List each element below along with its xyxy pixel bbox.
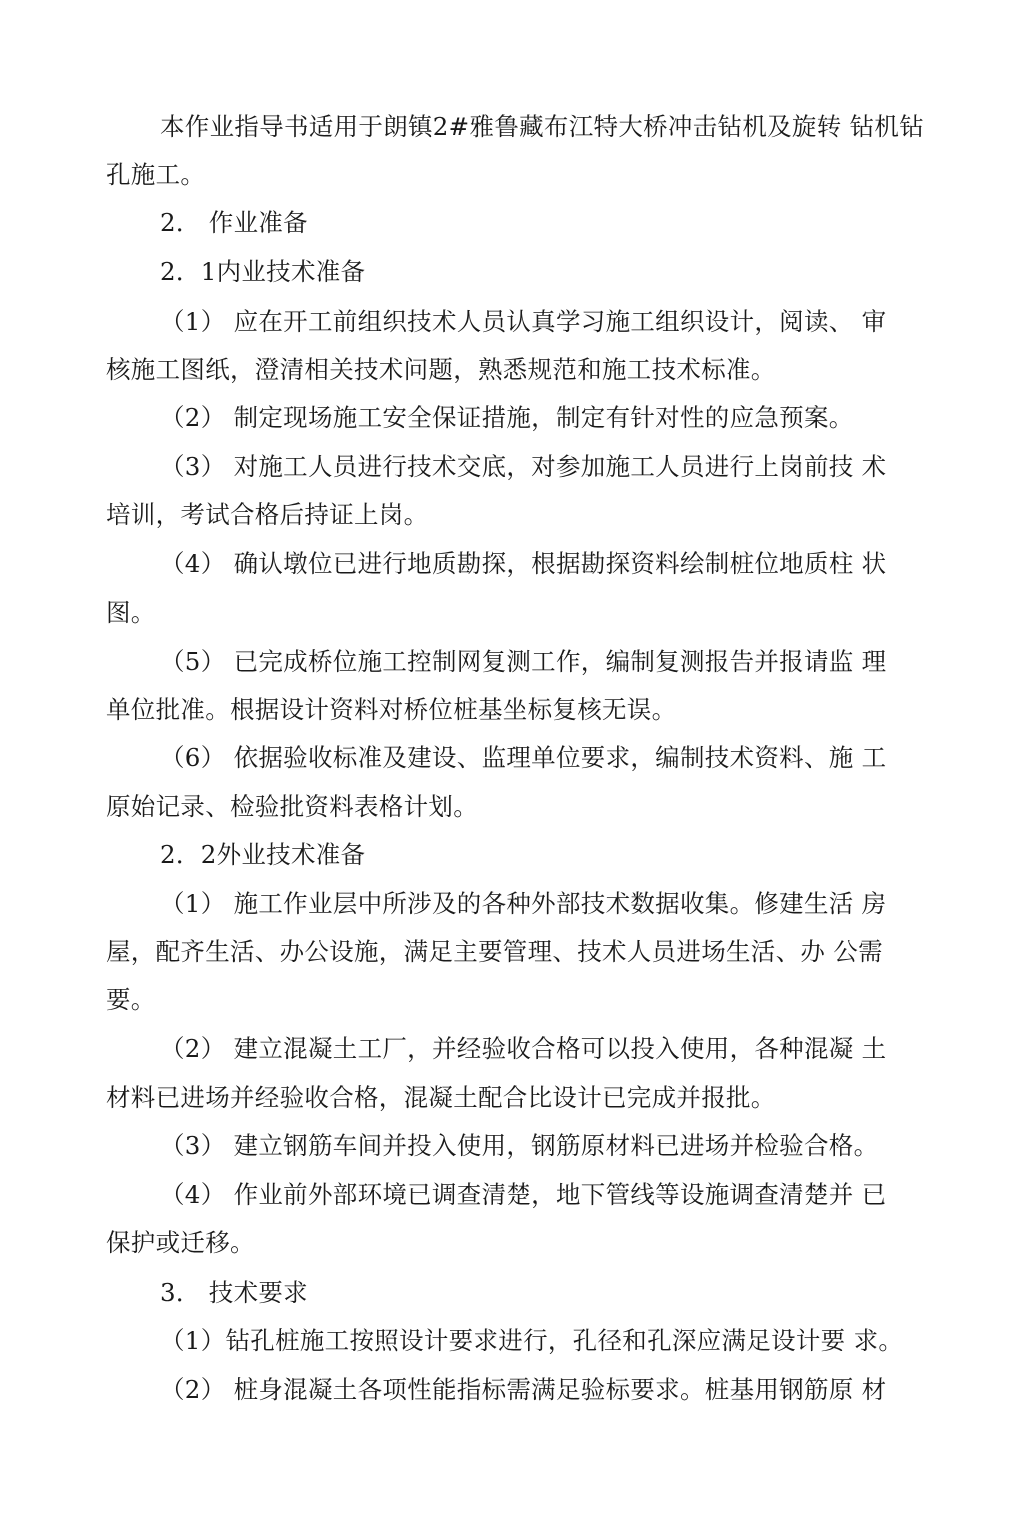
list-item-line: 原始记录、检验批资料表格计划。 (106, 792, 478, 821)
subsection-heading: 2．1内业技术准备 (160, 257, 366, 286)
list-item-line: 核施工图纸，澄清相关技术问题，熟悉规范和施工技术标准。 (106, 355, 776, 384)
subsection-heading: 2．2外业技术准备 (160, 840, 366, 869)
list-item-line: （2） 桩身混凝土各项性能指标需满足验标要求。桩基用钢筋原 材 (160, 1375, 887, 1404)
list-item-line: 单位批准。根据设计资料对桥位桩基坐标复核无误。 (106, 695, 677, 724)
list-item-line: （5） 已完成桥位施工控制网复测工作，编制复测报告并报请监 理 (160, 647, 887, 676)
list-item-line: （2） 建立混凝土工厂，并经验收合格可以投入使用，各种混凝 土 (160, 1034, 887, 1063)
section-heading: 3． 技术要求 (160, 1278, 308, 1307)
section-heading: 2． 作业准备 (160, 208, 308, 237)
list-item-line: （3） 对施工人员进行技术交底，对参加施工人员进行上岗前技 术 (160, 452, 887, 481)
list-item-line: 材料已进场并经验收合格，混凝土配合比设计已完成并报批。 (106, 1083, 776, 1112)
list-item-line: 培训，考试合格后持证上岗。 (106, 500, 429, 529)
list-item-line: （1） 应在开工前组织技术人员认真学习施工组织设计，阅读、 审 (160, 307, 887, 336)
list-item-line: 要。 (106, 985, 156, 1014)
list-item-line: 保护或迁移。 (106, 1228, 255, 1257)
list-item-line: （1）钻孔桩施工按照设计要求进行，孔径和孔深应满足设计要 求。 (160, 1326, 904, 1355)
paragraph-line: 孔施工。 (106, 160, 206, 189)
list-item-line: （1） 施工作业层中所涉及的各种外部技术数据收集。修建生活 房 (160, 889, 887, 918)
list-item-line: （4） 作业前外部环境已调查清楚，地下管线等设施调查清楚并 已 (160, 1180, 887, 1209)
list-item-line: 屋，配齐生活、办公设施，满足主要管理、技术人员进场生活、办 公需 (106, 937, 883, 966)
list-item-line: （2） 制定现场施工安全保证措施，制定有针对性的应急预案。 (160, 403, 854, 432)
paragraph-line: 本作业指导书适用于朗镇2#雅鲁藏布江特大桥冲击钻机及旋转 钻机钻 (160, 112, 925, 141)
list-item-line: （6） 依据验收标准及建设、监理单位要求，编制技术资料、施 工 (160, 743, 887, 772)
list-item-line: （3） 建立钢筋车间并投入使用，钢筋原材料已进场并检验合格。 (160, 1131, 879, 1160)
list-item-line: 图。 (106, 598, 156, 627)
list-item-line: （4） 确认墩位已进行地质勘探，根据勘探资料绘制桩位地质柱 状 (160, 549, 887, 578)
